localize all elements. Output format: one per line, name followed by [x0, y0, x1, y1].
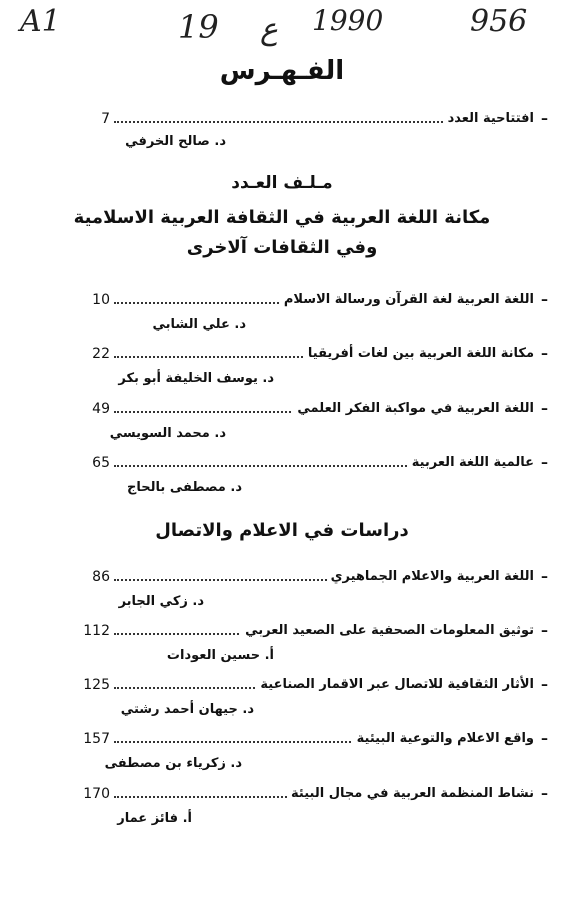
bullet-dash: – [541, 731, 548, 747]
page-number: 157 [83, 731, 110, 747]
entry-author: د. يوسف الخليفة أبو بكر [118, 371, 274, 386]
bullet-dash: – [541, 401, 548, 417]
entry-title: نشاط المنظمة العربية في مجال البيئة [287, 783, 534, 805]
page-number: 22 [92, 346, 110, 362]
entry-title: اللغة العربية لغة القرآن ورسالة الاسلام [280, 289, 534, 311]
section-subtitle-line1: مكانة اللغة العربية في الثقافة العربية الاسلامية [73, 207, 491, 228]
toc-entry[interactable] [0, 289, 564, 313]
bullet-dash: – [541, 111, 548, 127]
section-heading: مـلـف العـدد [231, 173, 333, 193]
handwritten-number-19: 19 [178, 8, 219, 46]
entry-title: مكانة اللغة العربية بين لغات أفريقيا [304, 343, 534, 365]
entry-title: عالمية اللغة العربية [408, 452, 534, 474]
page-number: 7 [101, 111, 110, 127]
entry-author: د. صالح الخرفي [125, 134, 226, 149]
bullet-dash: – [541, 569, 548, 585]
page-number: 170 [83, 786, 110, 802]
handwritten-code: 956 [470, 4, 528, 39]
entry-title: توثيق المعلومات الصحفية على الصعيد العربي [241, 620, 534, 642]
toc-entry[interactable] [0, 566, 564, 590]
bullet-dash: – [541, 292, 548, 308]
toc-entry[interactable] [0, 620, 564, 644]
bullet-dash: – [541, 623, 548, 639]
handwritten-letter: ع [260, 12, 278, 47]
page-title: الفـهـرس [219, 56, 345, 86]
entry-title: اللغة العربية في مواكبة الفكر العلمي [293, 398, 534, 420]
bullet-dash: – [541, 346, 548, 362]
toc-entry-opening[interactable] [0, 108, 564, 132]
page-number: 10 [92, 292, 110, 308]
page-number: 125 [83, 677, 110, 693]
page-number: 49 [92, 401, 110, 417]
bullet-dash: – [541, 786, 548, 802]
section-heading: دراسات في الاعلام والاتصال [155, 520, 409, 541]
page-number: 65 [92, 455, 110, 471]
section-subtitle-line2: وفي الثقافات آلاخرى [186, 237, 378, 258]
page-number: 86 [92, 569, 110, 585]
entry-title: اللغة العربية والاعلام الجماهيري [327, 566, 534, 588]
entry-author: د. جيهان أحمد رشتي [120, 702, 254, 717]
entry-author: د. زكرياء بن مصطفى [104, 756, 242, 771]
toc-entry[interactable] [0, 452, 564, 476]
entry-author: د. علي الشابي [152, 317, 246, 332]
toc-entry[interactable] [0, 728, 564, 752]
bullet-dash: – [541, 677, 548, 693]
entry-title: الأثار الثقافية للاتصال عبر الاقمار الصناعية [256, 674, 534, 696]
entry-author: أ. حسين العودات [166, 648, 274, 663]
entry-author: د. مصطفى بالحاج [127, 480, 242, 495]
entry-title: افتتاحية العدد [444, 108, 534, 130]
entry-author: أ. فائز عمار [117, 811, 192, 826]
handwritten-year: 1990 [312, 4, 384, 37]
entry-author: د. زكي الجابر [118, 594, 204, 609]
toc-entry[interactable] [0, 398, 564, 422]
page-number: 112 [83, 623, 110, 639]
toc-entry[interactable] [0, 674, 564, 698]
bullet-dash: – [541, 455, 548, 471]
entry-title: واقع الاعلام والتوعية البيئية [353, 728, 534, 750]
dot-leader [114, 121, 462, 123]
toc-entry[interactable] [0, 343, 564, 367]
handwritten-a1: A1 [20, 4, 61, 39]
entry-author: د. محمد السويسي [109, 426, 226, 441]
toc-entry[interactable] [0, 783, 564, 807]
